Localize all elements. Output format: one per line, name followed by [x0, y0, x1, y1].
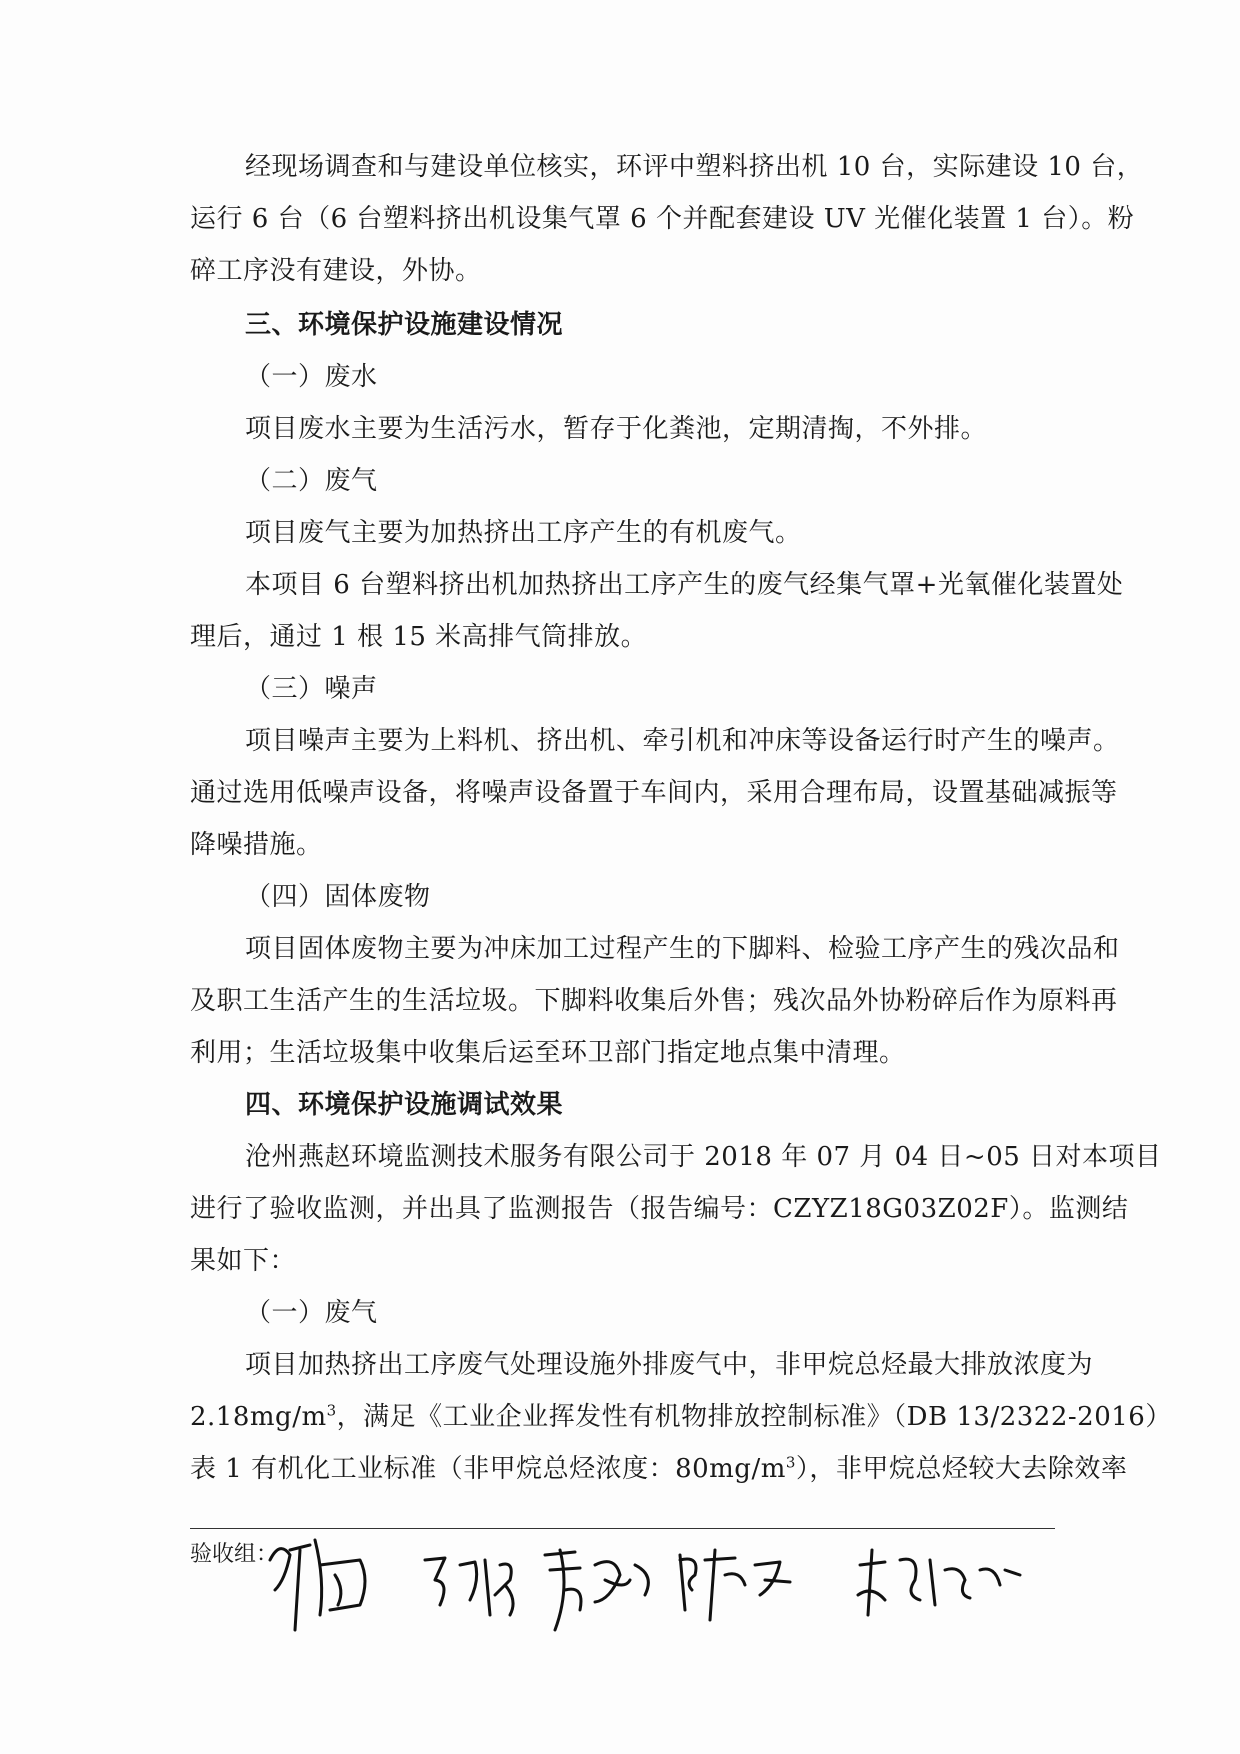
paragraph-line: 降噪措施。 [190, 830, 323, 860]
paragraph-line: 进行了验收监测，并出具了监测报告（报告编号：CZYZ18G03Z02F）。监测结 [190, 1194, 1129, 1224]
paragraph-line: 经现场调查和与建设单位核实，环评中塑料挤出机 10 台，实际建设 10 台， [245, 152, 1144, 182]
subsection-heading: （四）固体废物 [245, 882, 431, 912]
paragraph-line: 本项目 6 台塑料挤出机加热挤出工序产生的废气经集气罩+光氧催化装置处 [245, 570, 1124, 600]
signature-1 [270, 1540, 365, 1630]
paragraph-line: 项目加热挤出工序废气处理设施外排废气中，非甲烷总烃最大排放浓度为 [245, 1350, 1094, 1380]
paragraph-line: 及职工生活产生的生活垃圾。下脚料收集后外售；残次品外协粉碎后作为原料再 [190, 986, 1118, 1016]
paragraph-line: 理后，通过 1 根 15 米高排气筒排放。 [190, 622, 648, 652]
section-heading: 三、环境保护设施建设情况 [245, 310, 564, 340]
paragraph-line: 运行 6 台（6 台塑料挤出机设集气罩 6 个并配套建设 UV 光催化装置 1 台）。粉 [190, 204, 1135, 234]
signature-3 [545, 1550, 648, 1630]
paragraph-line: 果如下： [190, 1246, 297, 1276]
paragraph-line: 项目废气主要为加热挤出工序产生的有机废气。 [245, 518, 802, 548]
concentration-value: 2.18mg/m [190, 1402, 327, 1432]
paragraph-line: 项目噪声主要为上料机、挤出机、牵引机和冲床等设备运行时产生的噪声。 [245, 726, 1120, 756]
section-heading: 四、环境保护设施调试效果 [245, 1090, 564, 1120]
paragraph-line: 通过选用低噪声设备，将噪声设备置于车间内，采用合理布局，设置基础减振等 [190, 778, 1118, 808]
paragraph-line: 利用；生活垃圾集中收集后运至环卫部门指定地点集中清理。 [190, 1038, 906, 1068]
superscript: 3 [326, 1401, 337, 1420]
paragraph-line: 项目固体废物主要为冲床加工过程产生的下脚料、检验工序产生的残次品和 [245, 934, 1120, 964]
signature-2 [425, 1558, 513, 1615]
paragraph-line [190, 1452, 1127, 1486]
paragraph-line: 沧州燕赵环境监测技术服务有限公司于 2018 年 07 月 04 日~05 日对本项目 [245, 1142, 1162, 1172]
subsection-heading: （一）废水 [245, 362, 378, 392]
handwritten-signatures [260, 1520, 1120, 1650]
superscript: 3 [785, 1453, 796, 1472]
subsection-heading: （三）噪声 [245, 674, 378, 704]
subsection-heading: （一）废气 [245, 1298, 378, 1328]
paragraph-line: 项目废水主要为生活污水，暂存于化粪池，定期清掏，不外排。 [245, 414, 988, 444]
signature-5 [858, 1550, 1020, 1615]
paragraph-text: 表 1 有机化工业标准（非甲烷总烃浓度：80mg/m [190, 1454, 786, 1484]
paragraph-text: ，满足《工业企业挥发性有机物排放控制标准》（DB 13/2322-2016） [336, 1402, 1172, 1432]
footer-label: 验收组： [190, 1542, 279, 1567]
paragraph-line [190, 1400, 1172, 1434]
signature-4 [680, 1550, 790, 1620]
subsection-heading: （二）废气 [245, 466, 378, 496]
paragraph-line: 碎工序没有建设，外协。 [190, 256, 482, 286]
paragraph-text: ），非甲烷总烃较大去除效率 [795, 1454, 1128, 1484]
